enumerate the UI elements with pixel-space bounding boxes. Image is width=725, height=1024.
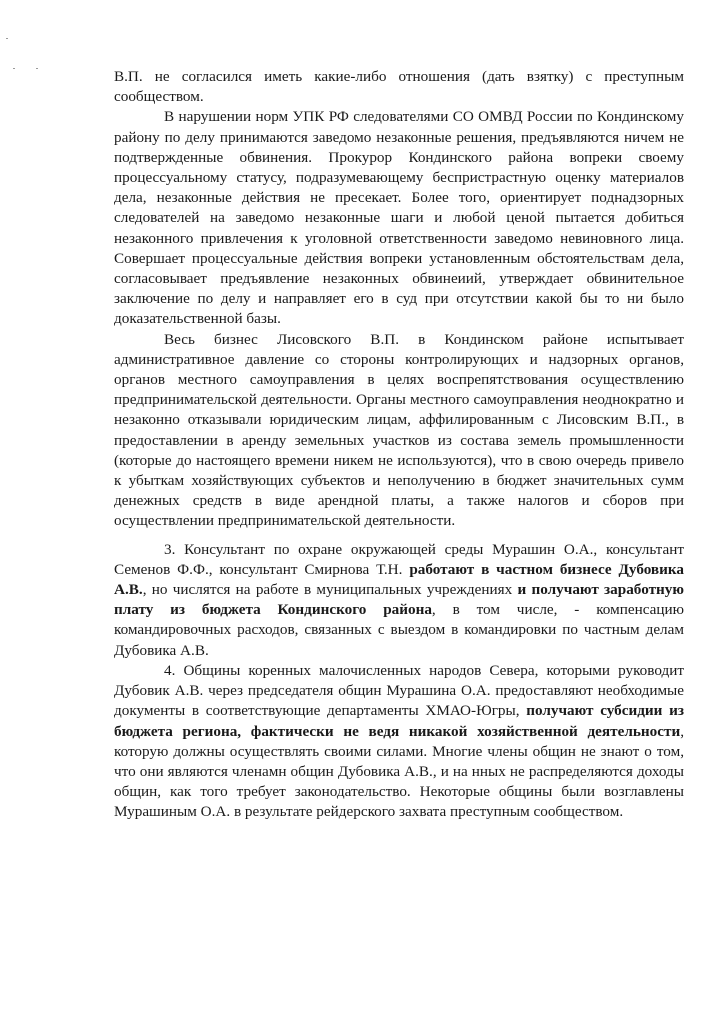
item-3-text-2: , но числятся на работе в муниципальных учреждениях — [142, 581, 518, 599]
scan-speck — [6, 38, 8, 39]
paragraph-2: В нарушении норм УПК РФ следователями СО ОМВД России по Кондинскому району по делу принимаются заведомо незаконные решения, предъявляются ничем не подтвержденные обвинения. Прокурор Кондинского района вопреки своему процессуальному статусу, подразумевающему беспристрастную оценку материалов дела, незаконные действия не пресекает. Более того, ориентирует поднадзорных следователей на заведомо незаконные шаги и любой ценой пытается добиться незаконного привлечения к уголовной ответственности заведомо невиновного лица. Совершает процессуальные действия вопреки установленным обстоятельствам дела, согласовывает предъявление незаконных обвинеиий, утверждает обвинительное заключение по делу и направляет его в суд при отсутствии какой бы то ни было доказательственной базы. — [114, 108, 684, 328]
document-page — [114, 67, 684, 823]
paragraph-3: Весь бизнес Лисовского В.П. в Кондинском районе испытывает административное давление со стороны контролирующих и надзорных органов, органов местного самоуправления в целях воспрепятствования осуществлению предпринимательской деятельности. Органы местного самоуправления неоднократно и незаконно отказывали юридическим лицам, аффилированным с Лисовским В.П., в предоставлении в аренду земельных участков из состава земель промышленности (которые до настоящего времени никем не используются), что в свою очередь привело к убыткам хозяйствующих субъектов и неполучению в бюджет значительных сумм денежных средств в виде арендной платы, а также налогов и сборов при осуществлении предпринимательской деятельности. — [114, 330, 684, 530]
paragraph-item-3 — [114, 540, 684, 661]
item-3-text-1: 3. Консультант по охране окружающей среды Мурашин О.А., консультант Семенов Ф.Ф., консультант Смирнова Т.Н. — [114, 540, 684, 578]
paragraph-1: В.П. не согласился иметь какие-либо отношения (дать взятку) с преступным сообществом. — [114, 68, 684, 106]
item-4-text-2: , которую должны осуществлять своими силами. Многие члены общин не знают о том, что они являются членамн общин Дубовика А.В., и на нных не распределяются доходы общин, как того требует законодательство. Некоторые общины были возглавлены Мурашиным О.А. в результате рейдерского захвата преступным сообществом. — [114, 722, 684, 821]
scan-speck — [36, 68, 38, 69]
item-4-text-1: 4. Общины коренных малочисленных народов Севера, которыми руководит Дубовик А.В. через председателя общин Мурашина О.А. предоставляют необходимые документы в соответствующие департаменты ХМАО-Югры, — [114, 661, 684, 720]
item-3-text-3: , в том числе, - компенсацию командировочных расходов, связанных с выездом в командировки по частным делам Дубовика А.В. — [114, 601, 684, 659]
scan-speck — [13, 68, 15, 69]
item-3-bold-2: и получают заработную плату из бюджета Кондинского района — [114, 581, 684, 619]
item-3-bold-1: работают в частном бизнесе Дубовика А.В. — [114, 560, 684, 599]
item-4-bold-1: получают субсидии из бюджета региона, фактически не ведя никакой хозяйственной деятельности — [114, 702, 684, 740]
paragraph-item-4 — [114, 661, 684, 823]
